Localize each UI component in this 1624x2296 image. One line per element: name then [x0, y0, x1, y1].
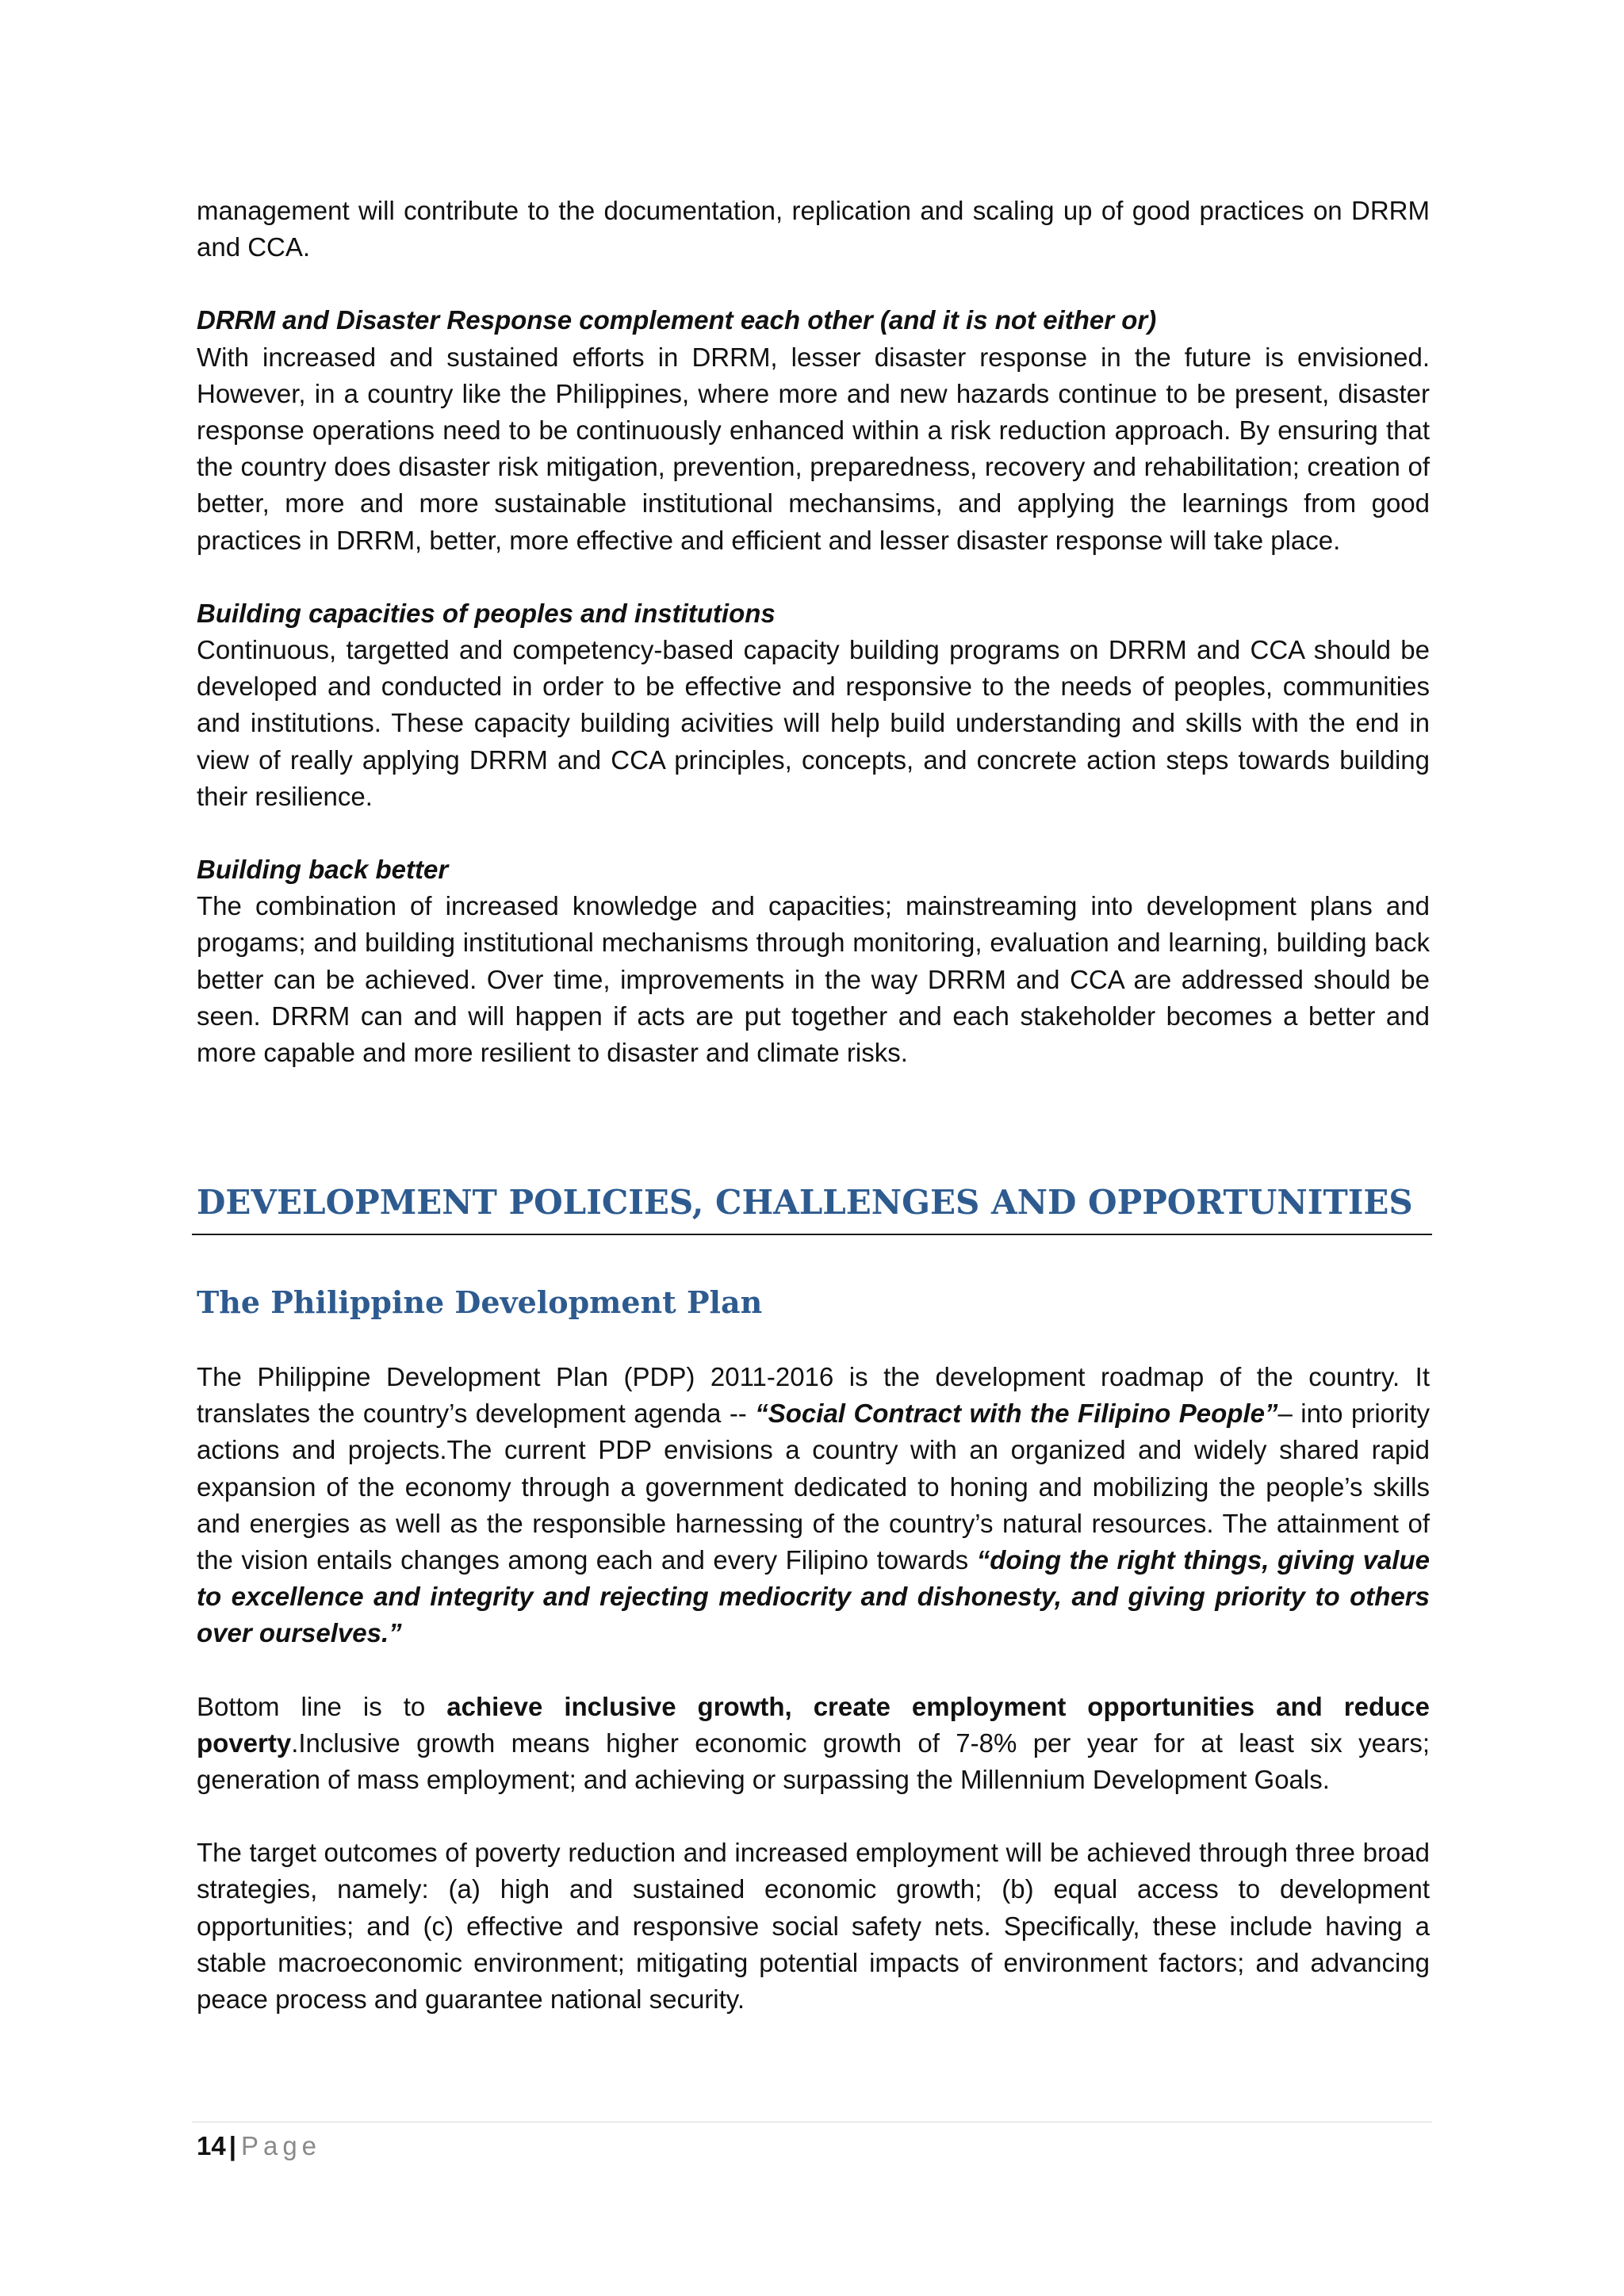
pdp-p2-bold-goal: achieve inclusive growth, create employment opportunities and reduce poverty [197, 1691, 1430, 1758]
subsection-title: The Philippine Development Plan [197, 1284, 763, 1320]
pdp-p2-text-b: .Inclusive growth means higher economic growth of 7-8% per year for at least six years; generation of mass employment; and achieving or surpassing the Millennium Development Goals. [197, 1728, 1430, 1795]
section-heading-drrm-response: DRRM and Disaster Response complement each other (and it is not either or) [197, 305, 1157, 335]
pdp-p1-text-a: The Philippine Development Plan (PDP) 2011-2016 is the development roadmap of the country. It translates the country’s development agenda -- [197, 1362, 1430, 1429]
pdp-p1-quote-social-contract: “Social Contract with the Filipino People” [755, 1399, 1278, 1429]
pdp-p1-text-b: – into priority actions and projects.The current PDP envisions a country with an organized and widely shared rapid expansion of the economy through a government dedicated to honing and mobilizing the people’s skills and energies as well as the responsible harnessing of the country’s natural resources. The attainment of the vision entails changes among each and every Filipino towards [197, 1399, 1430, 1575]
section-body-drrm-response: With increased and sustained efforts in DRRM, lesser disaster response in the future is envisioned. However, in a country like the Philippines, where more and new hazards continue to be present, disaster response operations need to be continuously enhanced within a risk reduction approach. By ensuring that the country does disaster risk mitigation, prevention, preparedness, recovery and rehabilitation; creation of better, more and more sustainable institutional mechansims, and applying the learnings from good practices in DRRM, better, more effective and efficient and lesser disaster response will take place. [197, 342, 1430, 555]
section-title: DEVELOPMENT POLICIES, CHALLENGES AND OPPORTUNITIES [197, 1183, 1413, 1222]
pdp-paragraph-3: The target outcomes of poverty reduction and increased employment will be achieved through three broad strategies, namely: (a) high and sustained economic growth; (b) equal access to development opportunities; and (c) effective and responsive social safety nets. Specifically, these include having a stable macroeconomic environment; mitigating potential impacts of environment factors; and advancing peace process and guarantee national security. [197, 1838, 1430, 2015]
page-footer [197, 2128, 321, 2164]
footer-separator: | [228, 2131, 236, 2160]
pdp-paragraph-2 [197, 1689, 1430, 1799]
section-body-building-back-better: The combination of increased knowledge and capacities; mainstreaming into development plans and progams; and building institutional mechanisms through monitoring, evaluation and learning, building back better can be achieved. Over time, improvements in the way DRRM and CCA are addressed should be seen. DRRM can and will happen if acts are put together and each stakeholder becomes a better and more capable and more resilient to disaster and climate risks. [197, 891, 1430, 1068]
upper-body [197, 193, 1430, 1071]
pdp-p2-text-a: Bottom line is to [197, 1691, 447, 1721]
section-heading-building-capacities: Building capacities of peoples and institutions [197, 598, 776, 628]
intro-paragraph: management will contribute to the documentation, replication and scaling up of good practices on DRRM and CCA. [197, 196, 1430, 262]
pdp-body [197, 1359, 1430, 2018]
pdp-p1-quote-vision: “doing the right things, giving value to excellence and integrity and rejecting mediocrity and dishonesty, and giving priority to others over ourselves.” [197, 1545, 1430, 1648]
section-divider [192, 1234, 1432, 1235]
section-body-building-capacities: Continuous, targetted and competency-based capacity building programs on DRRM and CCA should be developed and conducted in order to be effective and responsive to the needs of peoples, communities and institutions. These capacity building acivities will help build understanding and skills with the end in view of really applying DRRM and CCA principles, concepts, and concrete action steps towards building their resilience. [197, 635, 1430, 811]
section-heading-building-back-better: Building back better [197, 855, 449, 885]
page-label: Page [240, 2131, 322, 2160]
pdp-paragraph-1 [197, 1359, 1430, 1652]
page-number: 14 [197, 2131, 226, 2160]
